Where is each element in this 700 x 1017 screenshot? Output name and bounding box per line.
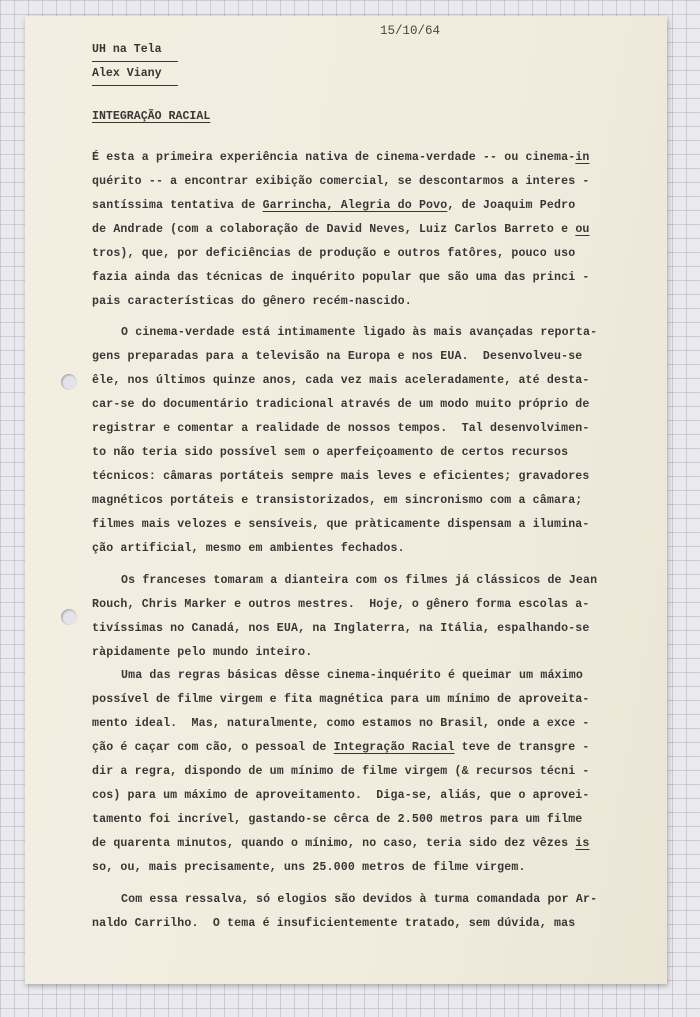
text-line (92, 861, 526, 874)
underlined-text: Integração Racial (333, 741, 455, 754)
typewritten-page (25, 16, 667, 984)
line-text: ção é caçar com cão, o pessoal de (92, 741, 334, 754)
text-line (92, 917, 575, 930)
line-text: car-se do documentário tradicional através de um modo muito próprio de (92, 398, 590, 411)
line-text: tros), que, por deficiências de produção e outros fatôres, pouco uso (92, 247, 576, 260)
text-line (121, 669, 583, 682)
text-line (92, 741, 590, 754)
line-text: cos) para um máximo de aproveitamento. Diga-se, aliás, que o aprovei- (92, 789, 590, 802)
underlined-text: ou (575, 223, 590, 236)
text-line (92, 398, 590, 411)
author-name: Alex Viany (92, 67, 162, 80)
line-text: dir a regra, dispondo de um mínimo de filme virgem (& recursos técni - (92, 765, 590, 778)
text-line (92, 223, 590, 236)
underlined-text: in (575, 151, 590, 164)
line-text: magnéticos portáteis e transistorizados, em sincronismo com a câmara; (92, 494, 583, 507)
line-text: técnicos: câmaras portáteis sempre mais leves e eficientes; gravadores (92, 470, 590, 483)
line-text: pais características do gênero recém-nascido. (92, 295, 412, 308)
text-line (92, 693, 590, 706)
line-text: santíssima tentativa de (92, 199, 263, 212)
text-line (92, 765, 590, 778)
line-text: êle, nos últimos quinze anos, cada vez mais aceleradamente, até desta- (92, 374, 590, 387)
text-line (92, 271, 590, 284)
line-text: ção artificial, mesmo em ambientes fechados. (92, 542, 405, 555)
column-name: UH na Tela (92, 43, 162, 56)
line-text: O cinema-verdade está intimamente ligado às mais avançadas reporta- (121, 326, 598, 339)
line-text: registrar e comentar a realidade de nossos tempos. Tal desenvolvimen- (92, 422, 590, 435)
line-text: Com essa ressalva, só elogios são devidos à turma comandada por Ar- (121, 893, 598, 906)
text-line (92, 422, 590, 435)
line-text: , de Joaquim Pedro (447, 199, 576, 212)
line-text: to não teria sido possível sem o aperfeiçoamento de certos recursos (92, 446, 569, 459)
punch-hole (61, 374, 77, 390)
text-line (92, 151, 590, 164)
line-text: de Andrade (com a colaboração de David Neves, Luiz Carlos Barreto e (92, 223, 576, 236)
line-text: teve de transgre - (454, 741, 590, 754)
underlined-text: is (575, 837, 590, 850)
punch-hole (61, 609, 77, 625)
text-line (92, 789, 590, 802)
text-line (92, 542, 405, 555)
line-text: É esta a primeira experiência nativa de cinema-verdade -- ou cinema- (92, 151, 576, 164)
line-text: Rouch, Chris Marker e outros mestres. Hoje, o gênero forma escolas a- (92, 598, 590, 611)
text-line (92, 199, 575, 212)
line-text: quérito -- a encontrar exibição comercial, se descontarmos a interes - (92, 175, 590, 188)
text-line (92, 813, 582, 826)
line-text: ràpidamente pelo mundo inteiro. (92, 646, 313, 659)
text-line (92, 518, 590, 531)
handwritten-date: 15/10/64 (380, 24, 441, 38)
text-line (92, 646, 312, 659)
line-text: fazia ainda das técnicas de inquérito popular que são uma das princi - (92, 271, 590, 284)
line-text: de quarenta minutos, quando o mínimo, no caso, teria sido dez vêzes (92, 837, 576, 850)
text-line (121, 893, 597, 906)
text-line (92, 717, 590, 730)
line-text: filmes mais velozes e sensíveis, que pràticamente dispensam a ilumina- (92, 518, 590, 531)
article-title: INTEGRAÇÃO RACIAL (92, 110, 211, 123)
text-line (92, 247, 575, 260)
text-line (92, 470, 590, 483)
text-line (121, 326, 597, 339)
line-text: Uma das regras básicas dêsse cinema-inquérito é queimar um máximo (121, 669, 583, 682)
text-line (92, 175, 590, 188)
text-line (92, 622, 590, 635)
text-line (92, 837, 590, 850)
text-line (92, 295, 412, 308)
text-line (92, 598, 590, 611)
text-line (92, 446, 568, 459)
underlined-text: Garrincha, Alegria do Povo (262, 199, 448, 212)
divider-line (92, 85, 178, 86)
divider-line (92, 61, 178, 62)
line-text: naldo Carrilho. O tema é insuficientemente tratado, sem dúvida, mas (92, 917, 576, 930)
line-text: mento ideal. Mas, naturalmente, como estamos no Brasil, onde a exce - (92, 717, 590, 730)
line-text: tivíssimas no Canadá, nos EUA, na Inglaterra, na Itália, espalhando-se (92, 622, 590, 635)
line-text: Os franceses tomaram a dianteira com os filmes já clássicos de Jean (121, 574, 598, 587)
text-line (92, 494, 582, 507)
line-text: gens preparadas para a televisão na Europa e nos EUA. Desenvolveu-se (92, 350, 583, 363)
line-text: tamento foi incrível, gastando-se cêrca de 2.500 metros para um filme (92, 813, 583, 826)
line-text: so, ou, mais precisamente, uns 25.000 metros de filme virgem. (92, 861, 526, 874)
line-text: possível de filme virgem e fita magnética para um mínimo de aproveita- (92, 693, 590, 706)
text-line (92, 350, 582, 363)
text-line (92, 374, 590, 387)
text-line (121, 574, 597, 587)
